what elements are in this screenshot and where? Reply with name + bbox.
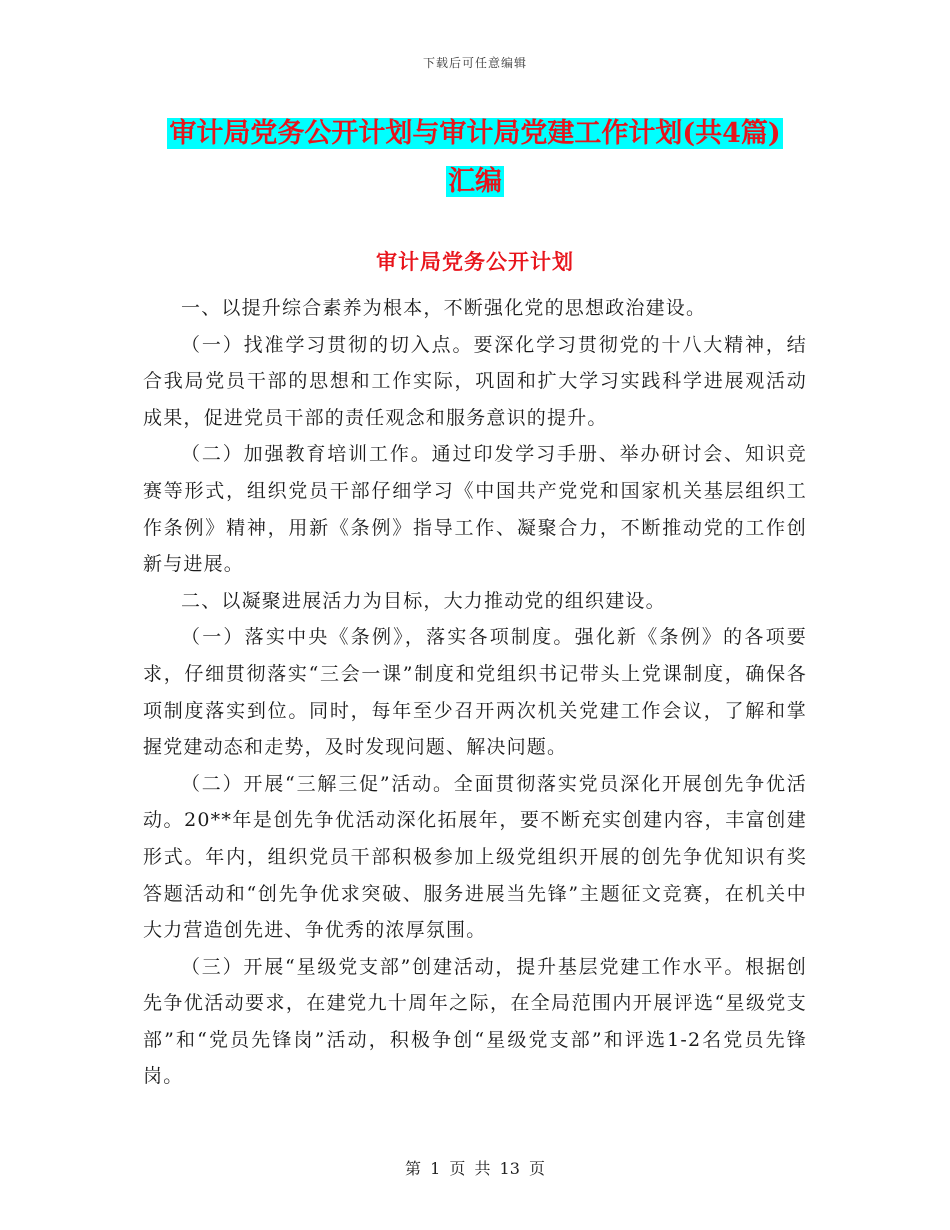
page-number: 第 1 页 共 13 页: [405, 1159, 545, 1178]
page-header-note: 下载后可任意编辑: [422, 56, 527, 70]
section-title: 审计局党务公开计划: [376, 249, 574, 274]
document-title-line-2: 汇编: [448, 166, 502, 197]
paragraph: 二、以凝聚进展活力为目标，大力推动党的组织建设。: [181, 589, 666, 612]
paragraph: （一）落实中央《条例》，落实各项制度。强化新《条例》的各项要求，仔细贯彻落实“三会一课”制度和党组织书记带头上党课制度，确保各项制度落实到位。同时，每年至少召开两次机关党建工作会议，了解和掌握党建动态和走势，及时发现问题、解决问题。: [143, 626, 807, 759]
document-body: [143, 290, 807, 1095]
paragraph: 一、以提升综合素养为根本，不断强化党的思想政治建设。: [181, 297, 707, 319]
paragraph: （二）加强教育培训工作。通过印发学习手册、举办研讨会、知识竞赛等形式，组织党员干部仔细学习《中国共产党党和国家机关基层组织工作条例》精神，用新《条例》指导工作、凝聚合力，不断推动党的工作创新与进展。: [143, 443, 807, 576]
paragraph: （二）开展“三解三促”活动。全面贯彻落实党员深化开展创先争优活动。20**年是创先争优活动深化拓展年，要不断充实创建内容，丰富创建形式。年内，组织党员干部积极参加上级党组织开展的创先争优知识有奖答题活动和“创先争优求突破、服务进展当先锋”主题征文竞赛，在机关中大力营造创先进、争优秀的浓厚氛围。: [143, 772, 807, 942]
paragraph: （一）找准学习贯彻的切入点。要深化学习贯彻党的十八大精神，结合我局党员干部的思想和工作实际，巩固和扩大学习实践科学进展观活动成果，促进党员干部的责任观念和服务意识的提升。: [143, 333, 807, 429]
document-title-line-1: 审计局党务公开计划与审计局党建工作计划(共4篇): [169, 118, 781, 149]
paragraph: （三）开展“星级党支部”创建活动，提升基层党建工作水平。根据创先争优活动要求，在建党九十周年之际，在全局范围内开展评选“星级党支部”和“党员先锋岗”活动，积极争创“星级党支部”和评选1-2名党员先锋岗。: [143, 955, 807, 1088]
document-title: [0, 110, 950, 206]
